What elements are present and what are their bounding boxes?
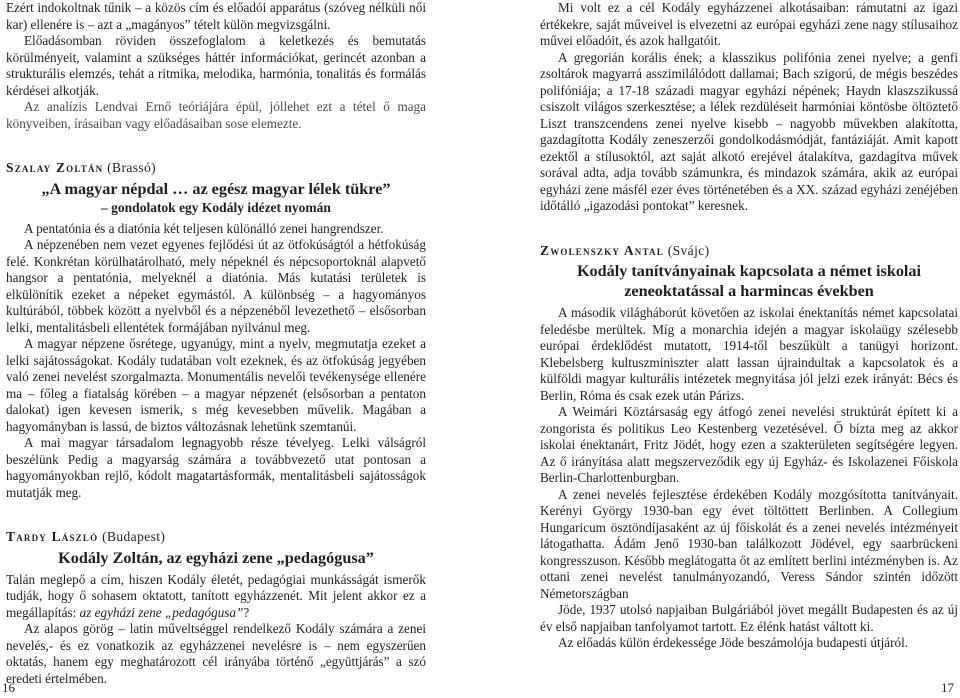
author-line	[540, 243, 958, 260]
author-line	[6, 160, 426, 177]
paragraph: Az alapos görög – latin műveltséggel rendelkező Kodály számára a zenei nevelés,- és ez vonatkozik az egyházzenei nevelésre is – nem egyszerűen oktatás, hanem egy meghatározott cél irányába történő „együttjárás” a szó eredeti értelmében.	[6, 621, 426, 686]
author-location: (Svájc)	[667, 242, 710, 258]
page-number-right: 17	[941, 680, 954, 695]
page-number-left: 16	[2, 680, 15, 695]
paragraph: Az előadás külön érdekessége Jöde beszámolója budapesti útjáról.	[558, 635, 909, 650]
paragraph: A mai magyar társadalom legnagyobb része tévelyeg. Lelki válságról beszélünk Pedig a magyarság számára a továbbvezető utat pontosan a hagyományokban rejlő, kódolt magatartásformák, mentalitásbeli sajátosságok mutatják meg.	[6, 435, 426, 500]
paragraph: Előadásomban röviden összefoglalom a keletkezés és bemutatás körülményeit, valamint a szükséges háttér információkat, gerincét azonban a strukturális elemzés, tehát a ritmika, melodika, harmónia, tonalitás és formálás kérdései alkotják.	[6, 33, 426, 98]
paragraph: Mi volt ez a cél Kodály egyházzenei alkotásaiban: rámutatni az igazi értékekre, saját műveivel is elvezetni az európai egyházi zene nagy stílusaihoz művei előadóit, és azok hallgatóit.	[540, 0, 958, 48]
paragraph: A magyar népzene ősrétege, ugyanúgy, mint a nyelv, megmutatja ezeket a lelki sajátosságokat. Kodály tudatában volt ezeknek, és az ötfokúság jegyében való zenei nevelést szorgalmazta. Monumentális nevelői tevékenysége ellenére ma – főleg a fiatalság körében – a magyar népzenét (elsősorban a pentaton dalokat) igen kevesen ismerik, s még kevesebben művelik. Magában a hagyományban is lassú, de biztos változásnak lehetünk szemtanúi.	[6, 336, 426, 434]
paragraph: Talán meglepő a cím, hiszen Kodály életét, pedagógiai munkásságát ismerők tudják, hogy ő sohasem oktatott, tanított egyházzenét. Mit jelent akkor ez a megállapítás: az egyházi zene „pedagógusa”?	[6, 571, 426, 620]
author-name: Szalay Zoltán	[6, 160, 104, 175]
paragraph: Az analízis Lendvai Ernő teóriájára épül, jóllehet ezt a tétel ő maga könyveiben, írásaiban vagy előadásaiban sose elemezte.	[6, 99, 426, 131]
author-location: (Brassó)	[107, 160, 157, 175]
paragraph: Jöde, 1937 utolsó napjaiban Bulgáriából jövet megállt Budapesten és az új év első napjaiban tanfolyamot tartott. Ez élénk hatást váltott ki.	[540, 602, 958, 634]
article-title: Kodály Zoltán, az egyházi zene „pedagógusa”	[58, 548, 374, 567]
author-name: Zwolenszky Antal	[540, 242, 664, 258]
author-line	[6, 529, 426, 546]
paragraph: A Weimári Köztársaság egy átfogó zenei nevelési struktúrát épített ki a zongorista és politikus Leo Kestenberg vezetésével. Ő bízta meg az akkor iskolai énektanárt, Fritz Jödét, hogy ezen a szakterületen segítségére legyen. Az ő irányítása alatt megszerveződik egy új Egyház- és Iskolazenei Főiskola Berlin-Charlottenburgban.	[540, 404, 958, 485]
right-page-column	[540, 0, 958, 652]
italic-quote: az egyházi zene „pedagógusa”	[79, 604, 244, 620]
article-title: Kodály tanítványainak kapcsolata a német iskolai zeneoktatással a harmincas években	[576, 262, 922, 300]
author-name: Tardy László	[6, 529, 99, 544]
paragraph: A pentatónia és a diatónia két teljesen különálló zenei hangrendszer.	[24, 220, 384, 236]
paragraph: A második világháborút követően az iskolai énektanítás német kapcsolatai feledésbe merültek. Míg a monarchia idején a magyar iskolaügy szélesebb európai érdeklődést mutatott, 1914-től beszűkült a tanügyi horizont. Klebelsberg kultuszminiszter alatt lassan újraindultak a kapcsolatok és a külföldi magyar kulturális intézetek megnyitása jól jelzi ezek irányát: Bécs és Berlin, Róma és csak ezek után Párizs.	[540, 305, 958, 403]
author-location: (Budapest)	[102, 529, 166, 544]
paragraph: A zenei nevelés fejlesztése érdekében Kodály mozgósította tanítványait. Kerényi György 1930-ban egy évet töltöttett Berlinben. A Collegium Hungaricum ösztöndíjasaként az új főiskolát és a zenei nevelés intézményeit látogathatta. Ádám Jenő 1930-ban találkozott Jödével, egy saarbrückeni kongresszuson. Később meglátogatta őt az említett berlini intézményben is. Az ottani zenei nevelést tanulmányozandó, Veress Sándor szintén időzött Németországban	[540, 486, 958, 601]
paragraph: Ezért indokoltnak tűnik – a közös cím és előadói apparátus (szóveg nélküli női kar) ellenére is – azt a „magányos” tételt külön megvizsgálni.	[6, 0, 426, 32]
article-subtitle: – gondolatok egy Kodály idézet nyomán	[101, 199, 331, 215]
paragraph: A népzenében nem vezet egyenes fejlődési út az ötfokúságtól a hétfokúság felé. Konkrétan körülhatárolható, mely népeknél és népcsoportoknál alapvető hangsor a pentatónia, melyeknél a diatónia. Más kutatási területek is elkülönítik ezeket a népeket egymástól. A különbség – a hagyományos kultúrából, többek között a nyelvből és a népzenéből levezethető – elsősorban lelki, mentalitásbeli ellentétek formájában nyilvánul meg.	[6, 237, 426, 335]
paragraph: A gregorián korális ének; a klasszikus polifónia zenei nyelve; a genfi zsoltárok magyarrá asszimilálódott dallamai; Bach szigorú, de mégis beszédes polifóniája; a 17-18 századi magyar egyházi népének; Haydn klaszszikussá csiszolt világos szerkesztése; a lélek rezdüléseit harmóniai köntösbe öltöztető Liszt transzcendens zenei nyelve kisebb – nagyobb művekben alakította, gazdagította Kodály zeneszerzői gondolkodásmódját, fantáziáját. Amit kapott ezektől a stílusoktól, azt saját alkotó erejével átalakítva, gazdagítva művek sorával adta, adja tovább számunkra, és mindazok számára, akik az európai egyházi zene másfél ezer éves történetében és a XX. század egyházi zenéjében időtálló „igazodási pontokat” keresnek.	[540, 49, 958, 213]
article-title: „A magyar népdal … az egész magyar lélek tükre”	[41, 179, 391, 198]
left-page-column	[6, 0, 426, 687]
